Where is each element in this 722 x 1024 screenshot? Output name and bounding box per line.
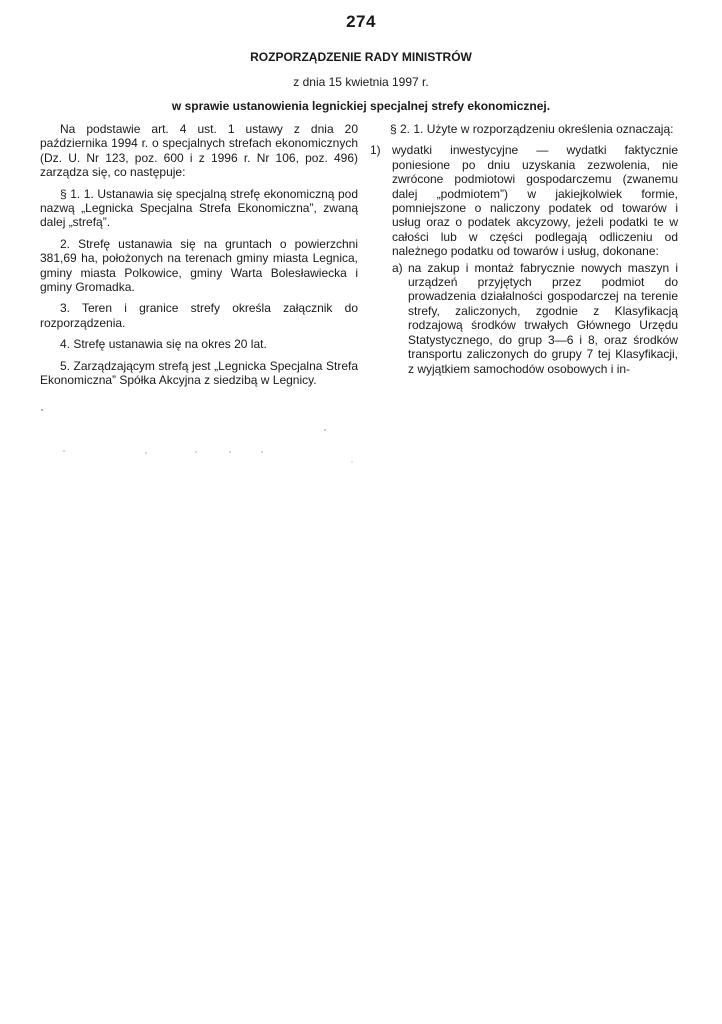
scan-speck [195, 451, 196, 452]
paragraph-1-5: 5. Zarządzającym strefą jest „Legnicka Specjalna Strefa Ekonomiczna” Spółka Akcyjna z siedzibą w Legnicy. [40, 358, 358, 388]
paragraph-1-2: 2. Strefę ustanawia się na gruntach o powierzchni 381,69 ha, położonych na terenach gminy miasta Legnica, gminy miasta Polkowice, gminy Warta Bolesławiecka i gminy Gromadka. [40, 236, 358, 295]
list-item-a-marker: a) [392, 260, 403, 275]
scan-speck [261, 451, 262, 452]
document-subject: w sprawie ustanowienia legnickiej specjalnej strefy ekonomicznej. [171, 99, 551, 113]
list-item-a-text: na zakup i montaż fabrycznie nowych maszyn i urządzeń przyjętych przez podmiot do prowadzenia działalności gospodarczej na terenie strefy, zaliczonych, zgodnie z Klasyfikacją rodzajową środków trwałych Głównego Urzędu Statystycznego, do grup 3—6 i 8, oraz środków transportu zaliczonych do grupy 7 tej Klasyfikacji, z wyjątkiem samochodów osobowych i in- [408, 260, 678, 376]
document-title: ROZPORZĄDZENIE RADY MINISTRÓW [250, 50, 472, 64]
list-item-1-marker: 1) [370, 143, 381, 158]
scan-speck [324, 429, 326, 431]
paragraph-1-1: § 1. 1. Ustanawia się specjalną strefę ekonomiczną pod nazwą „Legnicka Specjalna Strefa Ekonomiczna”, zwaną dalej „strefą”. [40, 186, 358, 230]
scan-speck [41, 409, 43, 411]
paragraph-1-4: 4. Strefę ustanawia się na okres 20 lat. [60, 337, 267, 352]
scan-speck [351, 461, 352, 462]
paragraph-1-3: 3. Teren i granice strefy określa załącznik do rozporządzenia. [40, 301, 358, 330]
paragraph-2-1-intro: § 2. 1. Użyte w rozporządzeniu określenia oznaczają: [390, 122, 674, 136]
page-number: 274 [346, 12, 376, 31]
document-date: z dnia 15 kwietnia 1997 r. [293, 75, 429, 89]
paragraph-legal-basis: Na podstawie art. 4 ust. 1 ustawy z dnia 20 października 1994 r. o specjalnych strefach ekonomicznych (Dz. U. Nr 123, poz. 600 i z 1996 r. Nr 106, poz. 496) zarządza się, co następuje: [40, 122, 358, 180]
scan-speck [63, 450, 64, 451]
scan-speck [145, 452, 146, 453]
scan-speck [229, 451, 230, 452]
list-item-1-text: wydatki inwestycyjne — wydatki faktycznie poniesione po dniu uzyskania zezwolenia, nie zwrócone podmiotowi gospodarczemu (zwanemu dalej „podmiotem”) w jakiejkolwiek formie, pomniejszone o naliczony podatek od towarów i usług oraz o podatek akcyzowy, jeżeli podatki te w całości lub w części podlegają odliczeniu od należnego podatku od towarów i usług, dokonane: [392, 143, 678, 259]
